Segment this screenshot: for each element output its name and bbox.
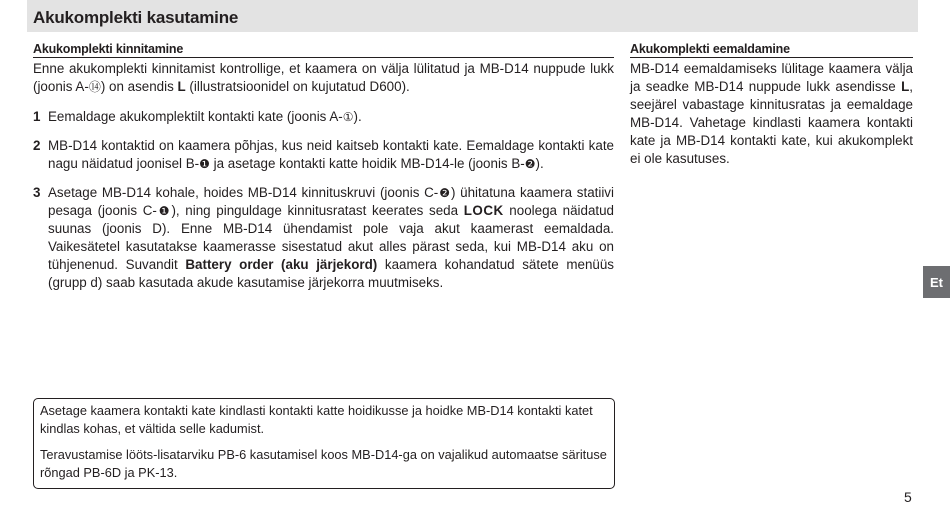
marker-2: ❷ [524,157,536,171]
note-1: Asetage kaamera kontakti kate kindlasti kontakti katte hoidikusse ja hoidke MB-D14 kontakti katet kindlas kohas, et vältida selle kadumist. [40,403,593,436]
lock-position-l: L [901,79,910,94]
step-number: 2 [33,138,41,153]
marker-1: ❶ [199,157,210,171]
steps-list [33,108,614,292]
step-2: 2 MB-D14 kontaktid on kaamera põhjas, kus neid kaitseb kontakti kate. Eemaldage kontakti kate nagu näidatud joonisel B-❶ ja asetage kontakti katte hoidik MB-D14-le (joonis B-❷). [33,138,614,171]
page-title: Akukomplekti kasutamine [33,8,239,27]
page-number: 5 [904,489,912,505]
battery-order-option: Battery order (aku järjekord) [185,257,378,272]
marker-14: ⑭ [88,80,101,94]
attach-heading: Akukomplekti kinnitamine [33,42,614,58]
title-bar [27,0,918,32]
remove-heading: Akukomplekti eemaldamine [630,42,913,58]
step-1: 1 Eemaldage akukomplektilt kontakti kate (joonis A-①). [33,109,362,124]
attach-section [33,42,614,303]
attach-intro: Enne akukomplekti kinnitamist kontrollige, et kaamera on välja lülitatud ja MB-D14 nuppude lukk (joonis A-⑭) on asendis L (illustratsioonidel on kujutatud D600). [33,61,614,94]
lock-label: LOCK [463,203,504,218]
step-number: 3 [33,185,41,200]
marker-1: ❶ [156,204,172,218]
language-tab: Et [923,266,950,298]
lock-position-l: L [177,79,186,94]
remove-text: MB-D14 eemaldamiseks lülitage kaamera välja ja seadke MB-D14 nuppude lukk asendisse L, seejärel vabastage kinnitusratas ja eemaldage MB-D14. Vahetage kindlasti kaamera kontakti kate ja MB-D14 kontakti kate, kui akukomplekt ei ole kasutuses. [630,61,913,166]
note-box [33,398,615,489]
marker-2: ❷ [438,186,451,200]
remove-section [630,42,913,168]
step-number: 1 [33,109,41,124]
note-2: Teravustamise lööts-lisatarviku PB-6 kasutamisel koos MB-D14-ga on vajalikud automaatse särituse rõngad PB-6D ja PK-13. [40,447,607,480]
marker-1: ① [342,110,354,124]
step-3: 3 Asetage MB-D14 kohale, hoides MB-D14 kinnituskruvi (joonis C-❷) ühitatuna kaamera statiivi pesaga (joonis C-❶), ning pinguldage kinnitusratast keerates seda LOCK noolega näidatud suunas (joonis D). Enne MB-D14 ühendamist pole vaja akut kaamerast eemaldada. Vaikesätetel kasutatakse kaamerasse sisestatud akut alles pärast seda, kui MB-D14 aku on tühjenenud. Suvandit Battery order (aku järjekord) kaamera kohandatud sätete menüüs (grupp d) saab kasutada akude kasutamise järjekorra muutmiseks. [33,185,615,290]
